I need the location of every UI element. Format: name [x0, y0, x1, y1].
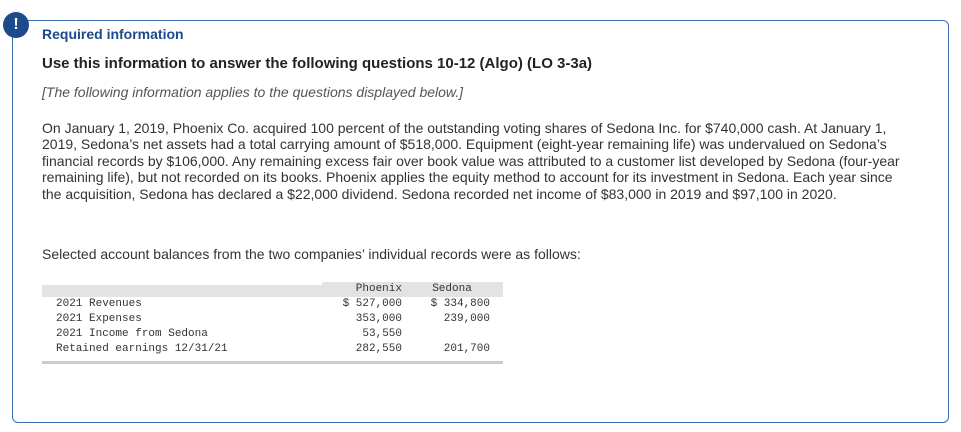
phoenix-value: 53,550: [362, 328, 402, 340]
row-label: 2021 Revenues: [56, 298, 142, 310]
header-sedona: Sedona: [432, 283, 472, 295]
sedona-value: 201,700: [443, 343, 490, 355]
required-info-title: Required information: [42, 26, 184, 42]
applies-note: [The following information applies to the questions displayed below.]: [42, 84, 464, 100]
selected-balances-text: Selected account balances from the two companies’ individual records were as follows:: [42, 246, 581, 262]
alert-icon: !: [3, 12, 29, 38]
row-label: 2021 Expenses: [56, 313, 142, 325]
table-row: [42, 342, 503, 357]
problem-paragraph: On January 1, 2019, Phoenix Co. acquired 100 percent of the outstanding voting shares of Sedona Inc. for $740,000 cash. At January 1, 2019, Sedona’s net assets had a total carrying amount of $518,000. Equipment (eight-year remaining life) was undervalued on Sedona’s financial records by $106,000. Any remaining excess fair over book value was attributed to a customer list developed by Sedona (four-year remaining life), but not recorded on its books. Phoenix applies the equity method to account for its investment in Sedona. Each year since the acquisition, Sedona has declared a $22,000 dividend. Sedona recorded net income of $83,000 in 2019 and $97,100 in 2020.: [42, 120, 900, 202]
table-row: [42, 327, 503, 342]
phoenix-value: 353,000: [355, 313, 402, 325]
row-label: Retained earnings 12/31/21: [56, 343, 228, 355]
table-row: [42, 297, 503, 312]
table-header: [42, 282, 503, 297]
row-label: 2021 Income from Sedona: [56, 328, 208, 340]
sedona-value: 239,000: [443, 313, 490, 325]
table-row: [42, 312, 503, 327]
phoenix-value: $ 527,000: [342, 298, 402, 310]
table-bottom-rule: [42, 361, 503, 364]
instructions-heading: Use this information to answer the following questions 10-12 (Algo) (LO 3-3a): [42, 55, 593, 72]
sedona-value: $ 334,800: [430, 298, 490, 310]
phoenix-value: 282,550: [355, 343, 402, 355]
header-label-shade: [42, 285, 322, 297]
header-phoenix: Phoenix: [355, 283, 402, 295]
balances-table: [42, 282, 503, 364]
